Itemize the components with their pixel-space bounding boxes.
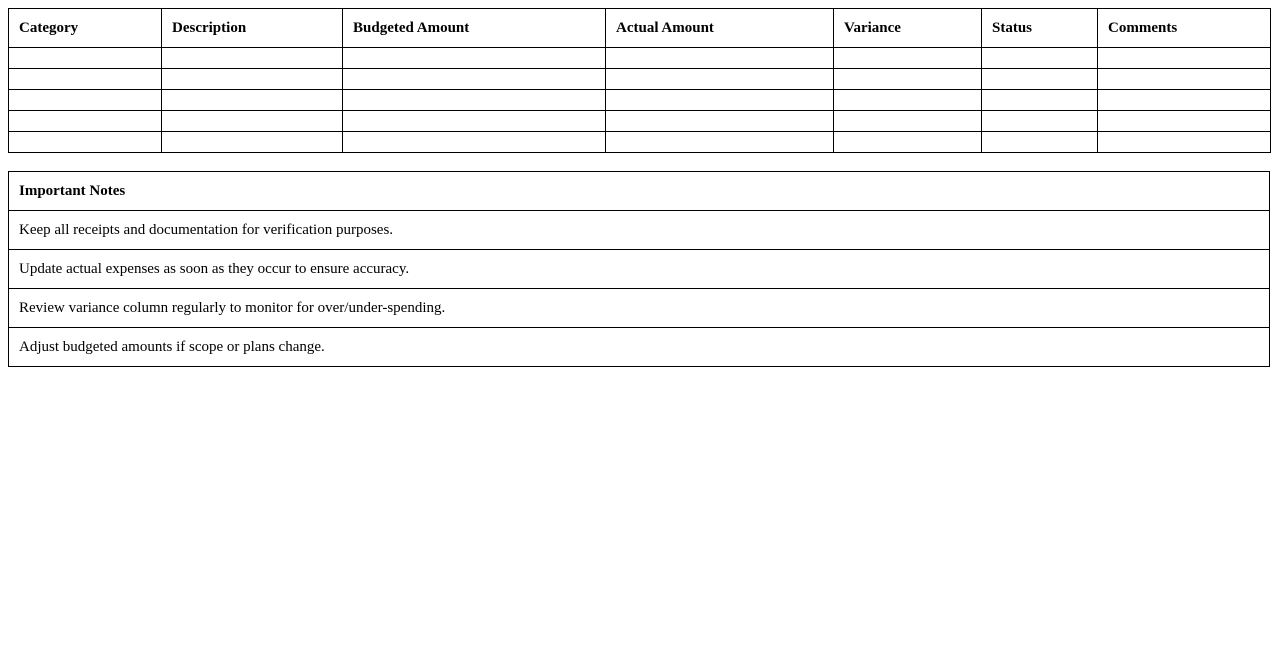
table-cell[interactable] bbox=[606, 111, 834, 132]
table-cell[interactable] bbox=[9, 90, 162, 111]
table-cell[interactable] bbox=[606, 69, 834, 90]
list-item bbox=[9, 289, 1270, 328]
header-budgeted-amount: Budgeted Amount bbox=[343, 9, 606, 48]
table-cell[interactable] bbox=[982, 90, 1098, 111]
table-cell[interactable] bbox=[982, 69, 1098, 90]
table-cell[interactable] bbox=[982, 132, 1098, 153]
note-text: Adjust budgeted amounts if scope or plans change. bbox=[9, 328, 1270, 367]
list-item bbox=[9, 211, 1270, 250]
table-cell[interactable] bbox=[834, 69, 982, 90]
budget-table bbox=[8, 8, 1271, 153]
table-cell[interactable] bbox=[1098, 132, 1271, 153]
table-cell[interactable] bbox=[162, 132, 343, 153]
table-cell[interactable] bbox=[834, 48, 982, 69]
table-cell[interactable] bbox=[162, 48, 343, 69]
table-cell[interactable] bbox=[1098, 111, 1271, 132]
table-cell[interactable] bbox=[9, 111, 162, 132]
note-text: Update actual expenses as soon as they occur to ensure accuracy. bbox=[9, 250, 1270, 289]
table-cell[interactable] bbox=[982, 48, 1098, 69]
table-cell[interactable] bbox=[9, 132, 162, 153]
table-cell[interactable] bbox=[162, 69, 343, 90]
header-variance: Variance bbox=[834, 9, 982, 48]
table-cell[interactable] bbox=[1098, 69, 1271, 90]
header-comments: Comments bbox=[1098, 9, 1271, 48]
table-row bbox=[9, 90, 1271, 111]
table-cell[interactable] bbox=[343, 132, 606, 153]
document-body bbox=[8, 8, 1270, 367]
table-cell[interactable] bbox=[1098, 90, 1271, 111]
table-cell[interactable] bbox=[606, 132, 834, 153]
table-cell[interactable] bbox=[606, 90, 834, 111]
table-cell[interactable] bbox=[343, 48, 606, 69]
header-category: Category bbox=[9, 9, 162, 48]
notes-header-row bbox=[9, 172, 1270, 211]
notes-title: Important Notes bbox=[9, 172, 1270, 211]
table-cell[interactable] bbox=[162, 111, 343, 132]
table-cell[interactable] bbox=[343, 69, 606, 90]
list-item bbox=[9, 250, 1270, 289]
table-cell[interactable] bbox=[162, 90, 343, 111]
budget-header-row bbox=[9, 9, 1271, 48]
table-cell[interactable] bbox=[9, 48, 162, 69]
table-cell[interactable] bbox=[834, 111, 982, 132]
header-description: Description bbox=[162, 9, 343, 48]
table-cell[interactable] bbox=[982, 111, 1098, 132]
note-text: Review variance column regularly to monitor for over/under-spending. bbox=[9, 289, 1270, 328]
table-cell[interactable] bbox=[1098, 48, 1271, 69]
table-row bbox=[9, 69, 1271, 90]
list-item bbox=[9, 328, 1270, 367]
table-cell[interactable] bbox=[834, 132, 982, 153]
table-row bbox=[9, 48, 1271, 69]
table-cell[interactable] bbox=[9, 69, 162, 90]
notes-table bbox=[8, 171, 1270, 367]
header-actual-amount: Actual Amount bbox=[606, 9, 834, 48]
table-cell[interactable] bbox=[343, 111, 606, 132]
header-status: Status bbox=[982, 9, 1098, 48]
table-row bbox=[9, 111, 1271, 132]
note-text: Keep all receipts and documentation for verification purposes. bbox=[9, 211, 1270, 250]
table-row bbox=[9, 132, 1271, 153]
table-cell[interactable] bbox=[343, 90, 606, 111]
table-cell[interactable] bbox=[606, 48, 834, 69]
table-cell[interactable] bbox=[834, 90, 982, 111]
